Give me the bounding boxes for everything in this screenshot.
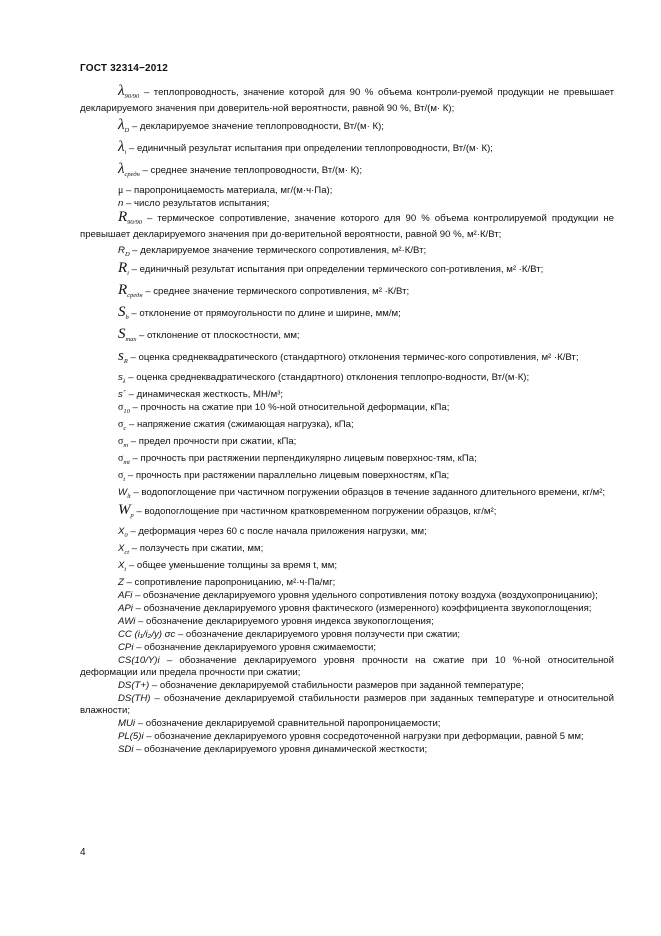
definition-text: – деформация через 60 с после начала приложения нагрузки, мм; <box>127 526 427 537</box>
symbol-subscript: i <box>127 270 129 277</box>
definition-text: – обозначение декларируемого уровня сосредоточенной нагрузки при деформации, равной 5 мм; <box>143 731 584 742</box>
symbol-subscript: max <box>125 336 137 343</box>
definition-ds-th <box>80 693 614 717</box>
definition-s-prime <box>80 389 614 401</box>
definition-text: – прочность при растяжении параллельно лицевым поверхностям, кПа; <box>125 470 450 481</box>
symbol-subscript: ct <box>124 549 130 556</box>
symbol-subscript: R <box>123 358 128 365</box>
definition-cc <box>80 629 614 641</box>
definition-text: – обозначение декларируемой сравнительной паропроницаемости; <box>135 718 441 729</box>
definition-text: – среднее значение термического сопротивления, м² ·К/Вт; <box>142 286 410 297</box>
symbol-subscript: t <box>123 476 126 483</box>
definition-sigma-10 <box>80 402 614 418</box>
symbol: σ <box>118 436 124 447</box>
symbol: CS(10/Y)i <box>118 655 160 666</box>
definition-text: – обозначение декларируемого уровня прочности на сжатие при 10 %-ной относительной деформации или предела прочности при сжатии; <box>80 655 614 678</box>
symbol: s <box>118 372 123 383</box>
symbol-subscript: 90/90 <box>127 219 142 226</box>
symbol-subscript: b <box>125 314 129 321</box>
symbol: AFi <box>118 590 133 601</box>
definition-pl5 <box>80 731 614 743</box>
symbol-subscript: 90/90 <box>124 93 140 100</box>
symbol: S <box>118 326 126 342</box>
definition-r-d <box>80 245 614 261</box>
definition-r-mean <box>80 284 614 302</box>
definition-r-i <box>80 262 614 280</box>
symbol: SDi <box>118 744 134 755</box>
definition-lambda-d <box>80 119 614 137</box>
symbol-subscript: p <box>130 512 134 519</box>
definition-s-lambda <box>80 372 614 388</box>
symbol: W <box>118 502 131 518</box>
symbol: s´ <box>118 389 126 400</box>
definition-text: – обозначение декларируемого уровня удельного сопротивления потоку воздуха (воздухопроницанию); <box>132 590 598 601</box>
definition-mu <box>80 185 614 197</box>
symbol-subscript: m <box>123 442 129 449</box>
definition-z <box>80 577 614 589</box>
definition-w-lt <box>80 487 614 503</box>
symbol-subscript: 10 <box>123 408 130 415</box>
symbol-subscript: lt <box>127 493 131 500</box>
symbol: s <box>118 348 124 364</box>
symbol: W <box>118 487 128 498</box>
definition-n <box>80 198 614 210</box>
definition-text: – прочность при растяжении перпендикулярно лицевым поверхнос-тям, кПа; <box>129 453 477 464</box>
definition-text: – динамическая жесткость, МН/м³; <box>126 389 284 400</box>
symbol: PL(5)i <box>118 731 144 742</box>
definition-sigma-c <box>80 419 614 435</box>
definition-text: – теплопроводность, значение которой для 90 % объема контроли-руемой продукции не превышает декларируемого значения при доверитель-ной вероятности, равной 90 %, Вт/(м· К); <box>80 87 614 114</box>
definition-text: – оценка среднеквадратического (стандартного) отклонения термичес-кого сопротивления, м² ·К/Вт; <box>127 352 579 363</box>
symbol-subscript: c <box>123 425 127 432</box>
symbol-subscript: i <box>124 149 127 156</box>
definition-text: – сопротивление паропроницанию, м²·ч·Па/мг; <box>123 577 336 588</box>
symbol: σ <box>118 419 124 430</box>
symbol: APi <box>118 603 133 614</box>
symbol: DS(TH) <box>118 693 151 704</box>
symbol: σ <box>118 470 124 481</box>
definition-text: – единичный результат испытания при определении термического соп-ротивления, м² ·К/Вт; <box>128 264 544 275</box>
symbol: X <box>118 526 125 537</box>
definition-cs <box>80 655 614 679</box>
symbol-subscript: 0 <box>124 532 128 539</box>
definition-text: – общее уменьшение толщины за время t, мм; <box>126 560 338 571</box>
symbol: λ <box>118 161 125 177</box>
definition-text: – ползучесть при сжатии, мм; <box>129 543 264 554</box>
symbol: CC (i₁/i₂/y) σc <box>118 629 176 640</box>
definition-text: – термическое сопротивление, значение которого для 90 % объема контролируемой продукции не превышает декларируемого значения при до-верительной вероятности, равной 90 %, м²·К/Вт; <box>80 213 614 240</box>
symbol: X <box>118 560 125 571</box>
definition-sdi <box>80 744 614 756</box>
definition-sigma-mt <box>80 453 614 469</box>
symbol: MUi <box>118 718 136 729</box>
definition-text: – паропроницаемость материала, мг/(м·ч·Па); <box>123 185 333 196</box>
definition-text: – число результатов испытания; <box>123 198 270 209</box>
symbol: AWi <box>118 616 136 627</box>
definition-api <box>80 603 614 615</box>
definition-text: – обозначение декларируемой стабильности размеров при заданной температуре; <box>149 680 524 691</box>
symbol: DS(T+) <box>118 680 150 691</box>
symbol: R <box>118 282 128 298</box>
definition-text: – декларируемое значение теплопроводности, Вт/(м· К); <box>129 121 384 132</box>
document-header: ГОСТ 32314−2012 <box>80 63 169 74</box>
definition-awi <box>80 616 614 628</box>
page-number: 4 <box>80 847 86 858</box>
definition-lambda-i <box>80 141 614 159</box>
symbol: μ <box>118 185 124 196</box>
definition-sigma-t <box>80 470 614 486</box>
definition-text: – единичный результат испытания при определении теплопроводности, Вт/(м· К); <box>126 143 493 154</box>
symbol: λ <box>118 83 125 99</box>
definition-s-b <box>80 306 614 324</box>
definition-lambda-90-90 <box>80 85 614 115</box>
definition-text: – обозначение декларируемой стабильности размеров при заданных температуре и относительной влажности; <box>80 693 614 716</box>
definition-lambda-mean <box>80 163 614 181</box>
symbol: Z <box>118 577 124 588</box>
symbol-subscript: mt <box>123 459 130 466</box>
definition-text: – напряжение сжатия (сжимающая нагрузка), кПа; <box>126 419 354 430</box>
definition-cpi <box>80 642 614 654</box>
definition-x-t <box>80 560 614 576</box>
definition-ds-t <box>80 680 614 692</box>
definition-r-90-90 <box>80 211 614 241</box>
symbol: CPi <box>118 642 134 653</box>
symbol: λ <box>118 117 125 133</box>
definition-text: – декларируемое значение термического сопротивления, м²·К/Вт; <box>129 245 427 256</box>
definition-text: – предел прочности при сжатии, кПа; <box>128 436 297 447</box>
symbol: n <box>118 198 124 209</box>
symbol: R <box>118 245 125 256</box>
definition-text: – оценка среднеквадратического (стандартного) отклонения теплопро-водности, Вт/(м·К); <box>125 372 530 383</box>
symbol: R <box>118 260 128 276</box>
definition-text: – отклонение от прямоугольности по длине и ширине, мм/м; <box>128 308 401 319</box>
definition-text: – обозначение декларируемого уровня динамической жесткости; <box>133 744 428 755</box>
symbol: λ <box>118 139 125 155</box>
symbol-subscript: D <box>124 127 130 134</box>
definition-w-p <box>80 504 614 522</box>
definition-x-0 <box>80 526 614 542</box>
symbol: σ <box>118 453 124 464</box>
symbol-subscript: t <box>124 566 127 573</box>
symbol-subscript: средн <box>127 292 143 299</box>
definition-sigma-m <box>80 436 614 452</box>
definition-text: – отклонение от плоскостности, мм; <box>136 330 300 341</box>
definition-text: – обозначение декларируемого уровня индекса звукопоглощения; <box>135 616 434 627</box>
definition-text: – водопоглощение при частичном погружении образцов в течение заданного длительного времени, кг/м²; <box>130 487 606 498</box>
definition-text: – прочность на сжатие при 10 %-ной относительной деформации, кПа; <box>129 402 450 413</box>
definition-text: – обозначение декларируемого уровня сжимаемости; <box>133 642 377 653</box>
symbol-subscript: λ <box>122 378 126 385</box>
symbol: σ <box>118 402 124 413</box>
definition-s-max <box>80 328 614 346</box>
symbol: S <box>118 304 126 320</box>
definition-afi <box>80 590 614 602</box>
symbols-list <box>80 85 614 757</box>
symbol-subscript: D <box>124 251 130 258</box>
definition-text: – среднее значение теплопроводности, Вт/(м· К); <box>139 165 363 176</box>
symbol-subscript: средн <box>124 171 140 178</box>
definition-s-r <box>80 350 614 368</box>
symbol: R <box>118 209 128 225</box>
symbol: X <box>118 543 125 554</box>
definition-text: – водопоглощение при частичном кратковременном погружении образцов, кг/м²; <box>133 506 497 517</box>
definition-text: – обозначение декларируемого уровня фактического (измеренного) коэффициента звукопоглощения; <box>132 603 592 614</box>
definition-mui <box>80 718 614 730</box>
definition-text: – обозначение декларируемого уровня ползучести при сжатии; <box>175 629 461 640</box>
definition-x-ct <box>80 543 614 559</box>
